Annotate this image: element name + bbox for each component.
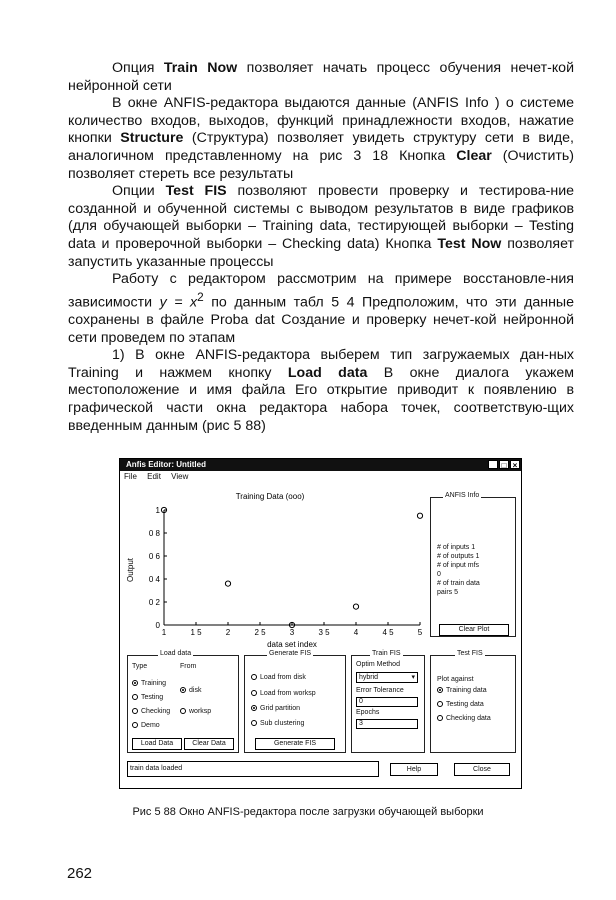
y-tick-label: 0 8 xyxy=(148,529,160,538)
menu-edit[interactable]: Edit xyxy=(147,472,161,481)
minimize-button[interactable]: _ xyxy=(488,460,498,469)
radio-label: Testing xyxy=(141,694,164,701)
window-title: Anfis Editor: Untitled xyxy=(126,460,206,469)
y-axis-label: Output xyxy=(126,557,135,583)
radio-icon xyxy=(132,694,138,700)
anfis-editor-window xyxy=(119,458,522,789)
clear-plot-button[interactable]: Clear Plot xyxy=(439,624,509,636)
formula: y = x xyxy=(159,294,198,311)
radio-label: Checking xyxy=(141,708,171,715)
info-line: pairs 5 xyxy=(437,589,459,596)
radio-demo[interactable] xyxy=(132,722,160,729)
radio-icon xyxy=(132,708,138,714)
close-button[interactable]: Close xyxy=(454,763,510,776)
bold-term: Test FIS xyxy=(165,183,227,200)
error-tolerance-input[interactable]: 0 xyxy=(356,697,418,707)
radio-icon xyxy=(251,674,257,680)
radio-label: disk xyxy=(189,687,202,694)
text: позволяют провести проверку и тестирова-ние созданной и обученной системы с выводом результатов в виде графиков (для обучающей выборки – Training data, тестирующей выборки – Testing data и проверочной выборки – Checking data) Кнопка xyxy=(68,183,575,252)
radio-label: Training xyxy=(141,680,167,687)
chart-title: Training Data (ooo) xyxy=(235,492,305,501)
formula-exponent: 2 xyxy=(197,289,204,304)
radio-training-data[interactable] xyxy=(437,687,487,694)
training-data-chart xyxy=(120,485,430,651)
x-tick-label: 4 xyxy=(353,628,359,637)
radio-icon xyxy=(180,708,186,714)
radio-disk[interactable] xyxy=(180,687,201,694)
paragraph-3 xyxy=(68,183,574,271)
maximize-button[interactable]: □ xyxy=(499,460,509,469)
radio-checking-data[interactable] xyxy=(437,715,491,722)
radio-training[interactable] xyxy=(132,680,166,687)
test-fis-panel xyxy=(430,650,516,753)
figure-caption: Рис 5 88 Окно ANFIS-редактора после загрузки обучающей выборки xyxy=(132,806,484,818)
radio-icon xyxy=(132,722,138,728)
optim-method-select[interactable] xyxy=(356,672,418,683)
menu-view[interactable]: View xyxy=(171,472,189,481)
train-fis-title: Train FIS xyxy=(372,650,401,657)
load-data-panel xyxy=(127,650,239,753)
radio-testing[interactable] xyxy=(132,694,163,701)
bold-term: Clear xyxy=(456,147,492,164)
body-text xyxy=(68,60,574,435)
y-tick-label: 0 4 xyxy=(148,575,160,584)
train-fis-panel xyxy=(351,650,425,753)
generate-fis-button[interactable]: Generate FIS xyxy=(255,738,335,750)
load-data-title: Load data xyxy=(160,650,192,657)
menubar xyxy=(124,472,196,484)
x-tick-label: 2 5 xyxy=(254,628,266,637)
data-point xyxy=(417,513,422,518)
x-tick-label: 3 xyxy=(289,628,295,637)
radio-icon xyxy=(251,705,257,711)
radio-testing-data[interactable] xyxy=(437,701,484,708)
radio-icon xyxy=(437,715,443,721)
text: (Очистить) позволяет стереть все результаты xyxy=(68,147,574,182)
status-message: train data loaded xyxy=(127,761,379,777)
window-titlebar xyxy=(120,459,521,471)
chevron-down-icon: ▾ xyxy=(411,674,415,681)
radio-label: Demo xyxy=(141,722,160,729)
info-line: # of inputs 1 xyxy=(437,544,476,551)
epochs-label: Epochs xyxy=(356,709,380,716)
generate-fis-panel xyxy=(244,650,346,753)
radio-icon xyxy=(251,690,257,696)
radio-label: Grid partition xyxy=(260,705,301,712)
x-tick-label: 5 xyxy=(417,628,423,637)
epochs-input[interactable]: 3 xyxy=(356,719,418,729)
radio-label: Load from worksp xyxy=(260,690,316,697)
text: позволяет запустить указанные процессы xyxy=(68,235,574,270)
load-data-button[interactable]: Load Data xyxy=(132,738,182,750)
x-tick-label: 3 5 xyxy=(318,628,330,637)
info-line: # of outputs 1 xyxy=(437,553,480,560)
x-tick-label: 4 5 xyxy=(382,628,394,637)
bold-term: Load data xyxy=(287,364,368,381)
radio-load-from-disk[interactable] xyxy=(251,674,306,681)
radio-checking[interactable] xyxy=(132,708,170,715)
radio-load-from-worksp[interactable] xyxy=(251,690,316,697)
radio-label: Load from disk xyxy=(260,674,306,681)
anfis-info-title: ANFIS Info xyxy=(445,492,480,499)
text: В окне ANFIS-редактора выдаются данные (ANFIS Info ) о системе количество входов, выходов, функций принадлежности входов, нажатие кнопки xyxy=(68,95,574,147)
x-tick-label: 1 xyxy=(161,628,167,637)
page-number: 262 xyxy=(67,865,93,882)
y-tick-label: 1 xyxy=(155,506,160,515)
radio-grid-partition[interactable] xyxy=(251,705,300,712)
text: В окне диалога укажем местоположение и имя файла Его открытие приводит к появлению в графической части окна редактора набора точек, соответствую-щих введенным данным (рис 5 88) xyxy=(68,364,574,434)
radio-icon xyxy=(437,687,443,693)
text: Опции xyxy=(112,183,166,200)
info-line: 0 xyxy=(437,571,441,578)
data-point xyxy=(225,581,230,586)
bold-term: Train Now xyxy=(163,60,238,76)
radio-label: Checking data xyxy=(446,715,491,722)
radio-label: Training data xyxy=(446,687,487,694)
info-line: # of input mfs xyxy=(437,562,480,569)
y-tick-label: 0 xyxy=(155,621,160,630)
paragraph-5 xyxy=(68,347,574,435)
radio-icon xyxy=(180,687,186,693)
paragraph-1 xyxy=(68,60,574,95)
x-tick-label: 1 5 xyxy=(190,628,202,637)
select-value: hybrid xyxy=(359,674,379,681)
menu-file[interactable]: File xyxy=(124,472,137,481)
text: Опция xyxy=(112,60,164,76)
type-label: Type xyxy=(132,663,148,670)
bold-term: Test Now xyxy=(437,235,502,252)
data-point xyxy=(353,604,358,609)
radio-label: Testing data xyxy=(446,701,484,708)
text: (Структура) позволяет увидеть структуру сети в виде, аналогичном представленному на рис 3 18 Кнопка xyxy=(68,130,574,164)
error-tolerance-label: Error Tolerance xyxy=(356,687,404,694)
text: позволяет начать процесс обучения нечет-кой нейронной сети xyxy=(68,60,574,94)
y-tick-label: 0 2 xyxy=(148,598,160,607)
text: по данным табл 5 4 Предположим, что эти данные сохранены в файле Proba dat Создание и проверку нечет-кой нейронной сети проведем по этапам xyxy=(68,294,575,346)
info-line: # of train data xyxy=(437,580,480,587)
anfis-info-panel xyxy=(430,492,516,637)
radio-label: worksp xyxy=(189,708,212,715)
help-button[interactable]: Help xyxy=(390,763,438,776)
text: 1) В окне ANFIS-редактора выберем тип загружаемых дан-ных Training и нажмем кнопку xyxy=(68,347,574,381)
paragraph-2 xyxy=(68,95,574,183)
bold-term: Structure xyxy=(120,130,184,147)
radio-worksp[interactable] xyxy=(180,708,211,715)
radio-label: Sub clustering xyxy=(260,720,305,727)
plot-against-label: Plot against xyxy=(437,676,474,683)
y-tick-label: 0 6 xyxy=(148,552,160,561)
from-label: From xyxy=(180,663,197,670)
optim-method-label: Optim Method xyxy=(356,661,400,668)
clear-data-button[interactable]: Clear Data xyxy=(184,738,234,750)
paragraph-4 xyxy=(68,271,574,347)
x-tick-label: 2 xyxy=(225,628,231,637)
radio-icon xyxy=(132,680,138,686)
x-axis-label: data set index xyxy=(267,640,317,649)
radio-icon xyxy=(251,720,257,726)
test-fis-title: Test FIS xyxy=(457,650,483,657)
text: Работу с редактором рассмотрим на примере восстановле-ния зависимости xyxy=(68,271,574,311)
radio-icon xyxy=(437,701,443,707)
generate-fis-title: Generate FIS xyxy=(269,650,312,657)
close-window-button[interactable]: × xyxy=(510,460,520,469)
radio-sub-clustering[interactable] xyxy=(251,720,304,727)
